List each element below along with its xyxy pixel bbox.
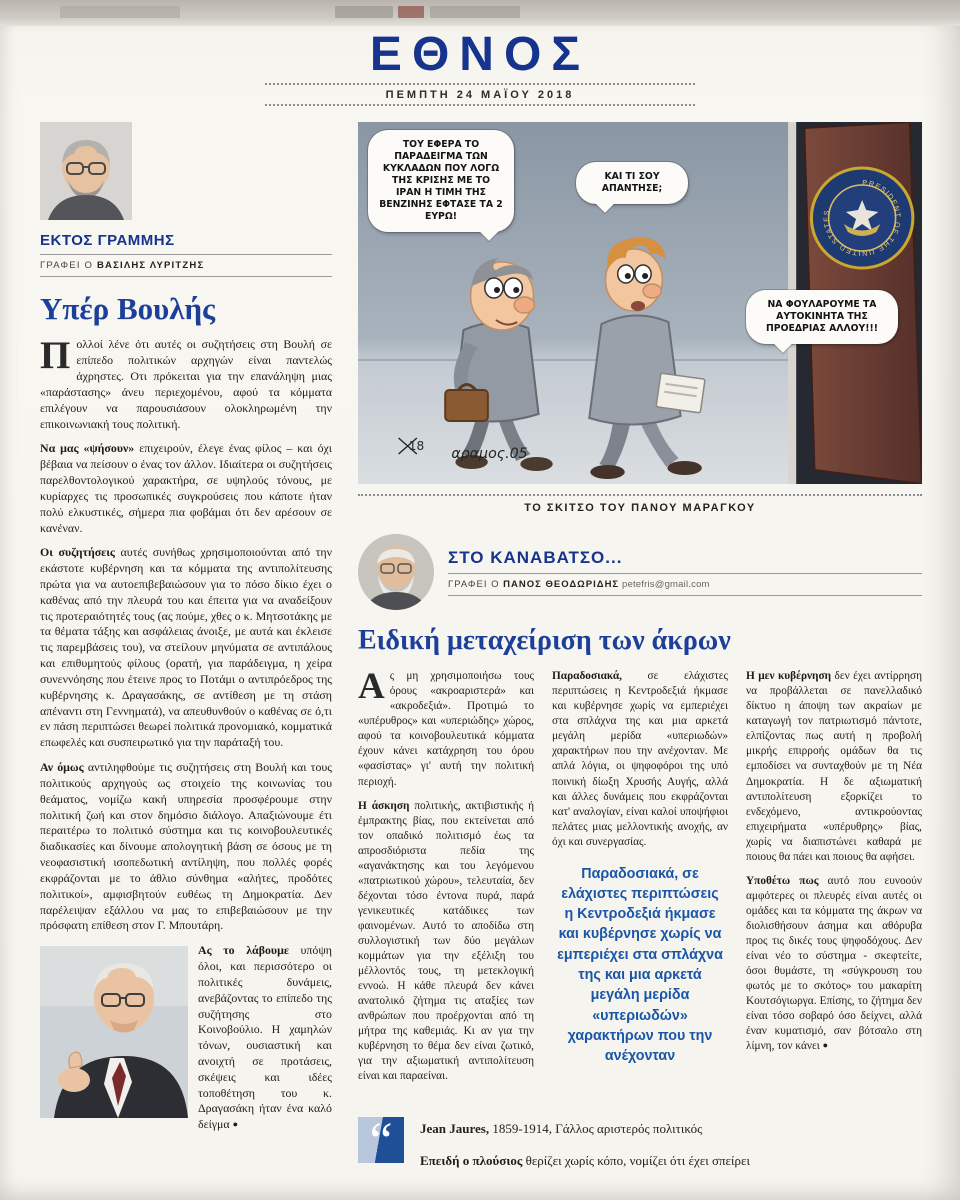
article-columns bbox=[358, 666, 922, 1092]
drop-cap: Π bbox=[40, 334, 71, 378]
right-section bbox=[358, 122, 922, 1168]
text-column-2 bbox=[552, 669, 728, 1092]
paragraph bbox=[40, 334, 332, 432]
paragraph-lead: Ας το λάβουμε bbox=[198, 943, 289, 958]
page-edge-artifact bbox=[335, 6, 393, 18]
article-title: Υπέρ Βουλής bbox=[40, 291, 216, 327]
paragraph-lead: Οι συζητήσεις bbox=[40, 545, 115, 560]
speech-bubble-1: ΤΟΥ ΕΦΕΡΑ ΤΟ ΠΑΡΑΔΕΙΓΜΑ ΤΩΝ ΚΥΚΛΑΔΩΝ ΠΟΥ ΛΟΓΩ ΤΗΣ ΚΡΙΣΗΣ ΜΕ ΤΟ ΙΡΑΝ Η ΤΙΜΗ ΤΗΣ ΒΕΝΖΙΝΗΣ ΕΦΤΑΣΕ ΤΑ 2 ΕΥΡΩ! bbox=[368, 130, 514, 231]
footer-quote bbox=[358, 1117, 922, 1169]
article-title: Ειδική μεταχείριση των άκρων bbox=[358, 625, 731, 657]
masthead bbox=[0, 26, 960, 80]
previous-page-edge bbox=[0, 0, 960, 26]
political-cartoon bbox=[358, 122, 922, 484]
end-mark: ● bbox=[822, 1039, 829, 1050]
paragraph-lead: Η μεν κυβέρνηση bbox=[746, 670, 832, 683]
quote-author-line bbox=[420, 1121, 750, 1137]
page-edge-artifact bbox=[398, 6, 424, 18]
paragraph-text: δεν έχει αντίρρηση να προβάλλεται σε πανελλαδικό δίκτυο η άποψη των ακραίων με καταγωγή τον πατριωτισμό πάντοτε, ελπίζοντας πως αυτή η προβολή μικρής επιρροής ομάδων θα τις εμποδίσει να συνταχθούν με τη Νέα Δημοκρατία. Η δε αξιωματική αντιπολίτευση εξορκίζει το ενδεχόμενο, αντικρούοντας επιχειρήματα «υπέρυθρης» βίας, χωρίς να διαπιστώνει καθαρά με ποιους θα πάει και ποιους θα αφήσει. bbox=[746, 670, 922, 863]
svg-text:αραμος.05: αραμος.05 bbox=[451, 446, 528, 463]
paragraph bbox=[40, 441, 332, 536]
paragraph-lead: Αν όμως bbox=[40, 760, 84, 775]
byline-prefix: ΓΡΑΦΕΙ Ο bbox=[448, 579, 504, 591]
paragraph-lead: Παραδοσιακά, bbox=[552, 670, 622, 683]
section-kicker: ΣΤΟ ΚΑΝΑΒΑΤΣΟ... bbox=[448, 548, 922, 574]
presidential-seal-text: PRESIDENT OF THE UNITED STATES bbox=[821, 178, 903, 259]
article-body bbox=[40, 334, 332, 1133]
paragraph-lead: Η άσκηση bbox=[358, 799, 410, 812]
byline-name: ΠΑΝΟΣ ΘΕΟΔΩΡΙΔΗΣ bbox=[503, 579, 620, 591]
drop-cap: Α bbox=[358, 666, 385, 708]
byline-email: petefris@gmail.com bbox=[619, 579, 710, 591]
section-header-text bbox=[448, 548, 922, 596]
speech-bubble-3: ΝΑ ΦΟΥΛΑΡΟΥΜΕ ΤΑ ΑΥΤΟΚΙΝΗΤΑ ΤΗΣ ΠΡΟΕΔΡΙΑΣ ΑΛΛΟΥ!!! bbox=[746, 290, 898, 344]
left-opinion-column bbox=[40, 122, 332, 1168]
presidential-seal-icon bbox=[811, 168, 912, 268]
paragraph-text: πολιτικής, ακτιβιστικής ή έμπρακτης βίας, που εκτείνεται από τον οπαδικό πολιτισμό έως τα απροσδιόριστα πεδία της «αγανάκτησης και του λεγόμενου «πατριωτικού χώρου», τελευταία, δεν δέχονται τόσο έντονα πυρά, παρά γενικευτικές κατάδικες των φαινομένων. Αυτό το αποδίδω στη συλλογιστική των δύο μεγάλων κομμάτων για την εξέλιξη του μέλλοντός τους, τη μετεκλογική εννοώ. Η κάθε πλευρά δεν κάνει ανατολικό ζήτημα τις αταξίες των ανθρώπων που προέρχονται από τη μήτρα της καθεμιάς. Κι αν για την κυβέρνηση το θέμα δεν είναι ζωτικό, για την αξιωματική αντιπολίτευση είναι και παραείναι. bbox=[358, 799, 534, 1082]
columnist-portrait-lyritzis bbox=[40, 122, 132, 220]
newspaper-logo: ΕΘΝΟΣ bbox=[369, 28, 591, 81]
pull-quote: Παραδοσιακά, σε ελάχιστες περιπτώσεις η Κεντροδεξιά ήκμασε και κυβέρνησε χωρίς να εμπεριέχει στα σπλάχνα της και μια αρκετά μεγάλη μερίδα «υπεριωδών» χαρακτήρων που την ανέχονταν bbox=[557, 865, 723, 1065]
paragraph-text: υπόψη όλοι, και περισσότερο οι πολιτικές δυνάμεις, ανεβάζοντας το επίπεδο της συζήτησης στο Κοινοβούλιο. Η χαμηλών τόνων, ουσιαστική και ανοιχτή σε προτάσεις, σκέψεις και ιδέες τοποθέτηση του κ. Δραγασάκη ήταν ένα καλό δείγμα bbox=[198, 943, 332, 1132]
section-byline bbox=[448, 574, 922, 596]
paragraph bbox=[746, 874, 922, 1054]
column-byline bbox=[40, 255, 332, 277]
paragraph-text: επιχειρούν, έλεγε ένας φίλος – και όχι βέβαια να πείσουν ο ένας τον άλλον. Ιδιαίτερα οι συζητήσεις παρελθοντολογικού χαρακτήρα, σε υψηλούς τόνους, με κυρίαρχες τις προσωπικές συγκρούσεις που κάποτε ήταν πολύ ελκυστικές, σήμερα πια φοβάμαι ότι δεν αρέσουν σε κανέναν. bbox=[40, 441, 332, 535]
end-mark: ● bbox=[232, 1119, 239, 1130]
cartoon-caption: ΤΟ ΣΚΙΤΣΟ ΤΟΥ ΠΑΝΟΥ ΜΑΡΑΓΚΟΥ bbox=[358, 494, 922, 514]
quote-text-block bbox=[420, 1117, 750, 1169]
dateline: ΠΕΜΠΤΗ 24 ΜΑΪΟΥ 2018 bbox=[265, 83, 695, 106]
svg-text:18: 18 bbox=[408, 439, 425, 454]
paragraph-lead: Υποθέτω πως bbox=[746, 874, 819, 887]
quote-author-meta: 1859-1914, Γάλλος αριστερός πολιτικός bbox=[489, 1120, 703, 1136]
byline-prefix: ΓΡΑΦΕΙ Ο bbox=[40, 260, 97, 272]
text-column-3 bbox=[746, 669, 922, 1092]
column-kicker: ΕΚΤΟΣ ΓΡΑΜΜΗΣ bbox=[40, 232, 332, 255]
paragraph bbox=[746, 669, 922, 864]
paragraph-text: ολλοί λένε ότι αυτές οι συζητήσεις στη Βουλή σε επίπεδο πολιτικών αρχηγών είναι παντελώς άχρηστες. Οτι πρόκειται για την επανάληψη μιας «παράστασης» άνευ περιεχομένου, αφού τα κόμματα επιλέγουν να παρουσιάσουν ολοκληρωμένη την επικοινωνιακή τους πολιτική. bbox=[40, 337, 332, 431]
quote-main-line bbox=[420, 1153, 750, 1169]
paragraph-text: αυτές συνήθως χρησιμοποιούνται από την εκάστοτε κυβέρνηση και τα κόμματα της αντιπολίτευσης πρώτα για να αυτοεπιβεβαιώσουν για το πόσο δίκιο έχει ο καθένας από την πλευρά του και έπειτα για να αναδείξουν τις προτεραιότητές τους (ας πούμε, χθες ο κ. Μητσοτάκης με τα θέματα τάξης και ασφάλειας άνοιξε, με αυτά και έκλεισε τις παρεμβάσεις του), να στείλουν μηνύματα σε αντιπάλους και επιθυμητούς φίλους (ορατή, για παράδειγμα, η χείρα συνεννόησης που έτεινε προς το Ποτάμι ο αντιπρόεδρος της κυβέρνησης κ. Δραγασάκης, σε αντίθεση με τη στάση απέναντι στη Γεννηματά), να απευθυνθούν ο καθένας σε ό,τι εν πάση περιπτώσει θεωρεί πολιτικά προνομιακό, κομματικά επωφελές και συσπειρωτικό για την παράταξή του. bbox=[40, 545, 332, 750]
quote-lead: Επειδή ο πλούσιος bbox=[420, 1152, 523, 1168]
paragraph bbox=[40, 943, 332, 1133]
quotation-mark-icon: “ bbox=[358, 1117, 404, 1163]
paragraph bbox=[358, 666, 534, 789]
quote-rest: θερίζει χωρίς κόπο, νομίζει ότι έχει σπείρει bbox=[522, 1152, 750, 1168]
paragraph bbox=[40, 760, 332, 934]
speech-bubble-2: ΚΑΙ ΤΙ ΣΟΥ ΑΠΑΝΤΗΣΕ; bbox=[576, 162, 688, 204]
paragraph-text: αυτό που ευνοούν αμφότερες οι πλευρές είναι αυτές οι ομάδες και τα κόμματα της άκρων να διολισθήσουν άσημα και αθόρυβα προς τις δικές τους ψηφοδόχους. Δεν είναι νέο το σύστημα - σκεφτείτε, όσοι θυμάστε, τη «σύγκρουση του φωτός με το σκότος» του μακαρίτη Κουτσόγιωργα. Επίσης, το ζήτημα δεν είναι τόσο σοβαρό όσο δείχνει, αλλά έναν κυματισμό, σαν βότσαλο στη λίμνη, τον κάνει bbox=[746, 874, 922, 1052]
dragasakis-photo bbox=[40, 946, 188, 1118]
paragraph bbox=[358, 799, 534, 1084]
byline-name: ΒΑΣΙΛΗΣ ΛΥΡΙΤΖΗΣ bbox=[96, 260, 205, 272]
page-edge-artifact bbox=[430, 6, 520, 18]
page-edge-artifact bbox=[60, 6, 180, 18]
paragraph-text: ς μη χρησιμοποιήσω τους όρους «ακροαριστερά» και «ακροδεξιά». Προτιμώ το «υπέρυθρος» και «υπεριώδης» χώρος, αφού τα κοινοβουλευτικά κόμματα έχουν κάνει κατάχρηση του όρου «φασίστας» γι' αυτή την πολιτική περιοχή. bbox=[358, 670, 534, 788]
section-header bbox=[358, 534, 922, 610]
paragraph-lead: Να μας «ψήσουν» bbox=[40, 441, 135, 456]
text-column-1 bbox=[358, 666, 534, 1092]
page-content bbox=[0, 106, 960, 1168]
quote-author: Jean Jaures, bbox=[420, 1120, 490, 1136]
columnist-portrait-theodoridis bbox=[358, 534, 434, 610]
paragraph-text: σε ελάχιστες περιπτώσεις η Κεντροδεξιά ήκμασε και κυβέρνησε χωρίς να εμπεριέχει στα σπλάχνα της και μια αρκετά μεγάλη μερίδα «υπεριωδών» χαρακτήρων που την ανέχονταν. Με απλά λόγια, οι ψηφοφόροι της υπό ποινική δίωξη Χρυσής Αυγής, αλλά και άλλες δυνάμεις που εκφράζονται κατ' αναλογίαν, είναι καλοί υποψήφιοι πελάτες μιας μελλοντικής ανοχής, αν όχι και συνεργασίας. bbox=[552, 670, 728, 848]
paragraph bbox=[40, 545, 332, 751]
paragraph bbox=[552, 669, 728, 849]
paragraph-text: αντιληφθούμε τις συζητήσεις στη Βουλή και τους πολιτικούς αρχηγούς ως στοιχείο της κοινωνίας του θεάματος, νομίζω κακή υπηρεσία προσφέρουμε στην πολιτική ζωή και στον δημόσιο διάλογο. Απαξιώνουμε έτι περαιτέρω το πολιτικό σύστημα και τις κοινοβουλευτικές διαδικασίες και δίνουμε απολογητική βάση σε όσους με τη νεοφασιστική ισοπεδωτική αντίληψη, που πολλές φορές εκφράζονται με το άθλιο σύνθημα «αλήτες, προδότες πολιτικοί», αμφισβητούν ευθέως τη Δημοκρατία. Δεν παρέλειψαν εξάλλου να μας το επιβεβαιώσουν με την πρόσφατη επίθεση στον Γ. Μπουτάρη. bbox=[40, 760, 332, 933]
